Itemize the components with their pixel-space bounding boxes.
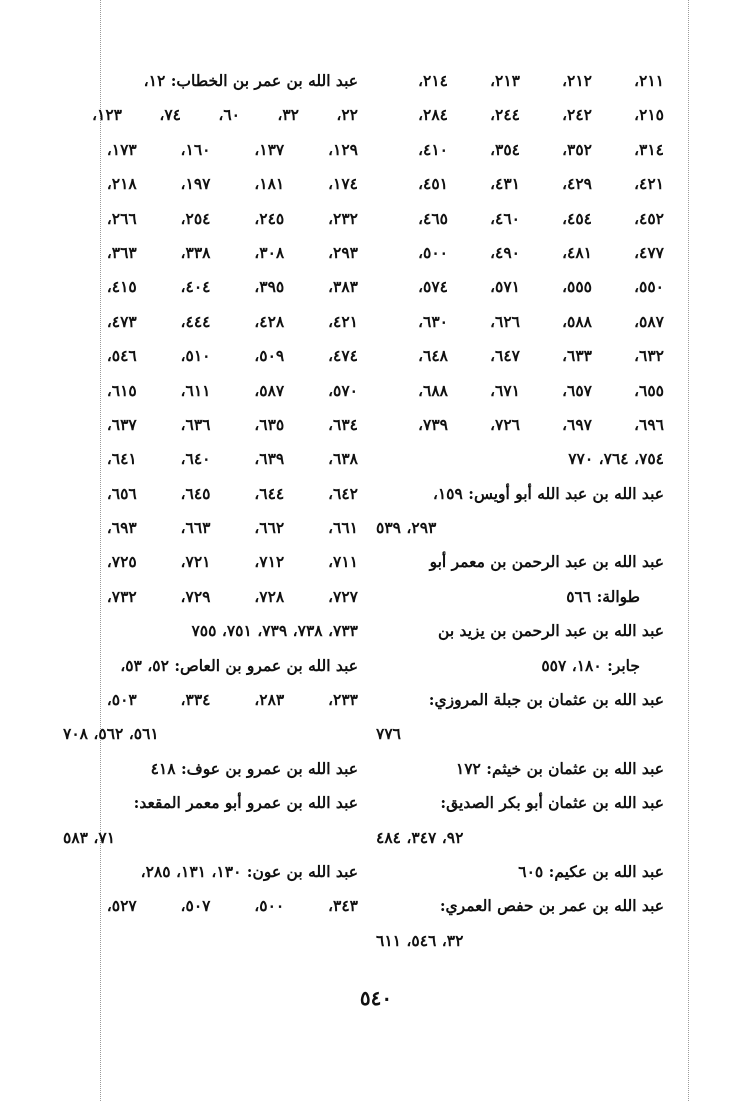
page-reference: ٥٨٨، xyxy=(562,311,592,331)
index-entry-continuation: ٢٩٣، ٥٣٩ xyxy=(376,518,437,538)
page-reference: ٢٤٤، xyxy=(490,105,520,125)
page-reference: ٤٩٠، xyxy=(490,242,520,262)
index-number-row xyxy=(63,889,358,923)
index-number-row xyxy=(376,408,664,442)
page-reference: ٦٦١، xyxy=(328,518,358,538)
page-reference: ٢٨٣، xyxy=(254,690,285,710)
page-reference: ٧٣٩، xyxy=(418,414,448,434)
index-number-row xyxy=(63,98,358,132)
page-reference: ٦٤٧، xyxy=(490,346,520,366)
page-reference: ٦٦٣، xyxy=(180,518,211,538)
page-reference: ٤٨١، xyxy=(562,242,592,262)
page-reference: ٦٣٣، xyxy=(562,346,592,366)
page-reference: ٢٣٢، xyxy=(328,208,358,228)
page-reference: ٥٥٠، xyxy=(634,277,664,297)
page-reference: ٣٠٨، xyxy=(254,242,285,262)
page-reference: ٦٩٧، xyxy=(562,414,592,434)
index-number-row xyxy=(63,339,358,373)
index-entry: عبد الله بن عون: ١٣٠، ١٣١، ٢٨٥، xyxy=(140,861,358,881)
index-entry-continuation: ٩٢، ٣٤٧، ٤٨٤ xyxy=(376,827,464,847)
index-number-row xyxy=(63,133,358,167)
index-entry: عبد الله بن عمر بن حفص العمري: xyxy=(439,896,664,916)
index-number-row xyxy=(63,305,358,339)
index-number-row xyxy=(63,545,358,579)
page-reference: ٤٧٧، xyxy=(634,242,664,262)
page-reference: ٧٤، xyxy=(159,105,181,125)
index-number-row xyxy=(376,98,664,132)
page-reference: ٧١٢، xyxy=(254,552,285,572)
page-reference: ٣٣٨، xyxy=(180,242,211,262)
page-reference: ٤٣١، xyxy=(490,174,520,194)
index-entry: عبد الله بن عثمان أبو بكر الصديق: xyxy=(440,793,664,813)
page-reference: ٣٥٢، xyxy=(562,139,592,159)
index-number-row xyxy=(63,477,358,511)
page-reference: ١٧٤، xyxy=(328,174,358,194)
page-reference: ٥٠٣، xyxy=(106,690,137,710)
page-reference: ٦٤٢، xyxy=(328,483,358,503)
index-entry-continuation: ٧٥٤، ٧٦٤، ٧٧٠ xyxy=(568,449,664,469)
page-reference: ٦٣٧، xyxy=(106,414,137,434)
page-reference: ٥٥٥، xyxy=(562,277,592,297)
page-reference: ٦٣٦، xyxy=(180,414,211,434)
page-reference: ٥٢٧، xyxy=(106,896,137,916)
index-entry-continuation: ٧٣٣، ٧٣٨، ٧٣٩، ٧٥١، ٧٥٥ xyxy=(191,621,358,641)
page-reference: ٦٧١، xyxy=(490,380,520,400)
index-column-left xyxy=(63,64,358,924)
index-entry: عبد الله بن عبد الله أبو أويس: ١٥٩، xyxy=(432,483,664,503)
page-reference: ٦٣٥، xyxy=(254,414,285,434)
page-reference: ٦٤٨، xyxy=(418,346,448,366)
page-reference: ٤٢٩، xyxy=(562,174,592,194)
index-number-row xyxy=(63,442,358,476)
page-reference: ٦١٥، xyxy=(106,380,137,400)
index-entry-continuation: جابر: ١٨٠، ٥٥٧ xyxy=(541,655,640,675)
page-reference: ٢١١، xyxy=(634,71,664,90)
index-entry: عبد الله بن عمرو أبو معمر المقعد: xyxy=(133,793,358,813)
index-entry-continuation: ٥٦١، ٥٦٢، ٧٠٨ xyxy=(63,724,159,744)
page-reference: ١٣٧، xyxy=(254,139,285,159)
page-reference: ٣٦٣، xyxy=(106,242,137,262)
index-entry: عبد الله بن عمرو بن عوف: ٤١٨ xyxy=(150,758,358,778)
page-reference: ١٦٠، xyxy=(180,139,211,159)
page-reference: ٤٧٤، xyxy=(328,346,358,366)
page-reference: ٢١٣، xyxy=(490,71,520,90)
page-reference: ٦٢٦، xyxy=(490,311,520,331)
page-reference: ١٧٣، xyxy=(106,139,137,159)
page-reference: ٦٣٢، xyxy=(634,346,664,366)
page-reference: ٧٢٧، xyxy=(328,586,358,606)
page-reference: ٧٢١، xyxy=(180,552,211,572)
page-reference: ٤٥٤، xyxy=(562,208,592,228)
page-reference: ٥٨٧، xyxy=(634,311,664,331)
page-reference: ٣٩٥، xyxy=(254,277,285,297)
page-reference: ٦٨٨، xyxy=(418,380,448,400)
page-reference: ٣٤٣، xyxy=(328,896,358,916)
page-reference: ٦٠، xyxy=(218,105,240,125)
index-entry: عبد الله بن عمرو بن العاص: ٥٢، ٥٣، xyxy=(120,655,358,675)
index-number-row xyxy=(63,236,358,270)
page-reference: ٣١٤، xyxy=(634,139,664,159)
index-entry: عبد الله بن عثمان بن جبلة المروزي: xyxy=(428,690,664,710)
page-reference: ١٨١، xyxy=(254,174,285,194)
page-reference: ٢٣٣، xyxy=(328,690,358,710)
page-reference: ٢٤٢، xyxy=(562,105,592,125)
index-number-row xyxy=(63,408,358,442)
page-reference: ٧٢٦، xyxy=(490,414,520,434)
page-reference: ٤٦٥، xyxy=(418,208,448,228)
page-reference: ٦٤١، xyxy=(106,449,137,469)
index-number-row xyxy=(376,374,664,408)
page-reference: ٢٨٤، xyxy=(418,105,448,125)
page-reference: ٧٢٥، xyxy=(106,552,137,572)
page-reference: ١٢٩، xyxy=(328,139,358,159)
page-reference: ٢٥٤، xyxy=(180,208,211,228)
page-reference: ٤٠٤، xyxy=(180,277,211,297)
page-reference: ٤٧٣، xyxy=(106,311,137,331)
page-reference: ٣٨٣، xyxy=(328,277,358,297)
index-number-row xyxy=(63,511,358,545)
index-number-row xyxy=(63,374,358,408)
page-reference: ٦٦٢، xyxy=(254,518,285,538)
index-number-row xyxy=(376,270,664,304)
page-reference: ١٢٣، xyxy=(92,105,122,125)
page-reference: ٦٩٦، xyxy=(634,414,664,434)
page-reference: ٢٤٥، xyxy=(254,208,285,228)
page-reference: ٤٥٢، xyxy=(634,208,664,228)
page-reference: ٦٣٤، xyxy=(328,414,358,434)
page-reference: ٥٧١، xyxy=(490,277,520,297)
page-reference: ٧٣٢، xyxy=(106,586,137,606)
index-column-right xyxy=(376,64,664,958)
index-entry-continuation: طوالة: ٥٦٦ xyxy=(566,586,640,606)
page-reference: ٦٣٠، xyxy=(418,311,448,331)
page-reference: ٢١٨، xyxy=(106,174,137,194)
index-number-row xyxy=(63,270,358,304)
page-reference: ٤٢٨، xyxy=(254,311,285,331)
index-entry: عبد الله بن عبد الرحمن بن يزيد بن xyxy=(438,621,664,641)
page-reference: ٢١٢، xyxy=(562,71,592,90)
page-reference: ٧٢٩، xyxy=(180,586,211,606)
page-edge-line-right xyxy=(688,0,689,1101)
page-reference: ٦٥٧، xyxy=(562,380,592,400)
page-reference: ٢١٥، xyxy=(634,105,664,125)
page-reference: ٢٩٣، xyxy=(328,242,358,262)
index-number-row xyxy=(376,64,664,98)
index-number-row xyxy=(63,202,358,236)
index-number-row xyxy=(376,236,664,270)
index-number-row xyxy=(376,305,664,339)
page-reference: ٥١٠، xyxy=(180,346,211,366)
page-reference: ٤٦٠، xyxy=(490,208,520,228)
page-reference: ٥٠٩، xyxy=(254,346,285,366)
index-number-row xyxy=(376,339,664,373)
page-reference: ٥٨٧، xyxy=(254,380,285,400)
page-reference: ٦٣٩، xyxy=(254,449,285,469)
page-reference: ٦٩٣، xyxy=(106,518,137,538)
page-reference: ٣٥٤، xyxy=(490,139,520,159)
page-reference: ٤٥١، xyxy=(418,174,448,194)
page-reference: ٦٤٠، xyxy=(180,449,211,469)
page-reference: ١٩٧، xyxy=(180,174,211,194)
page-number: ٥٤٠ xyxy=(359,986,393,1010)
page-reference: ٥٠٧، xyxy=(180,896,211,916)
page-reference: ٤٢١، xyxy=(328,311,358,331)
page-reference: ٤٤٤، xyxy=(180,311,211,331)
page-reference: ٥٧٤، xyxy=(418,277,448,297)
page-reference: ٢١٤، xyxy=(418,71,448,90)
page-reference: ٤٢١، xyxy=(634,174,664,194)
page-reference: ٥٧٠، xyxy=(328,380,358,400)
index-number-row xyxy=(63,580,358,614)
page-reference: ٦١١، xyxy=(180,380,211,400)
index-number-row xyxy=(63,167,358,201)
index-entry-continuation: ٣٢، ٥٤٦، ٦١١ xyxy=(376,930,464,950)
index-number-row xyxy=(376,133,664,167)
index-entry-continuation: ٧٧٦ xyxy=(376,724,401,744)
page-reference: ٦٤٤، xyxy=(254,483,285,503)
page-reference: ٣٢، xyxy=(277,105,299,125)
page-reference: ٥٤٦، xyxy=(106,346,137,366)
index-entry: عبد الله بن عكيم: ٦٠٥ xyxy=(518,861,664,881)
page-reference: ٣٣٤، xyxy=(180,690,211,710)
page-reference: ٧١١، xyxy=(328,552,358,572)
index-entry-continuation: ٧١، ٥٨٣ xyxy=(63,827,116,847)
page-reference: ٢٢، xyxy=(336,105,358,125)
page-reference: ٦٥٦، xyxy=(106,483,137,503)
index-number-row xyxy=(376,167,664,201)
page-reference: ٧٢٨، xyxy=(254,586,285,606)
index-number-row xyxy=(376,202,664,236)
index-number-row xyxy=(63,683,358,717)
page-reference: ٥٠٠، xyxy=(254,896,285,916)
page-reference: ٢٦٦، xyxy=(106,208,137,228)
page-reference: ٦٣٨، xyxy=(328,449,358,469)
index-entry: عبد الله بن عمر بن الخطاب: ١٢، xyxy=(143,71,358,90)
page-reference: ٤١٠، xyxy=(418,139,448,159)
page-reference: ٤١٥، xyxy=(106,277,137,297)
index-entry: عبد الله بن عبد الرحمن بن معمر أبو xyxy=(429,552,664,572)
index-entry: عبد الله بن عثمان بن خيثم: ١٧٢ xyxy=(455,758,664,778)
page-reference: ٥٠٠، xyxy=(418,242,448,262)
page-reference: ٦٥٥، xyxy=(634,380,664,400)
page-reference: ٦٤٥، xyxy=(180,483,211,503)
